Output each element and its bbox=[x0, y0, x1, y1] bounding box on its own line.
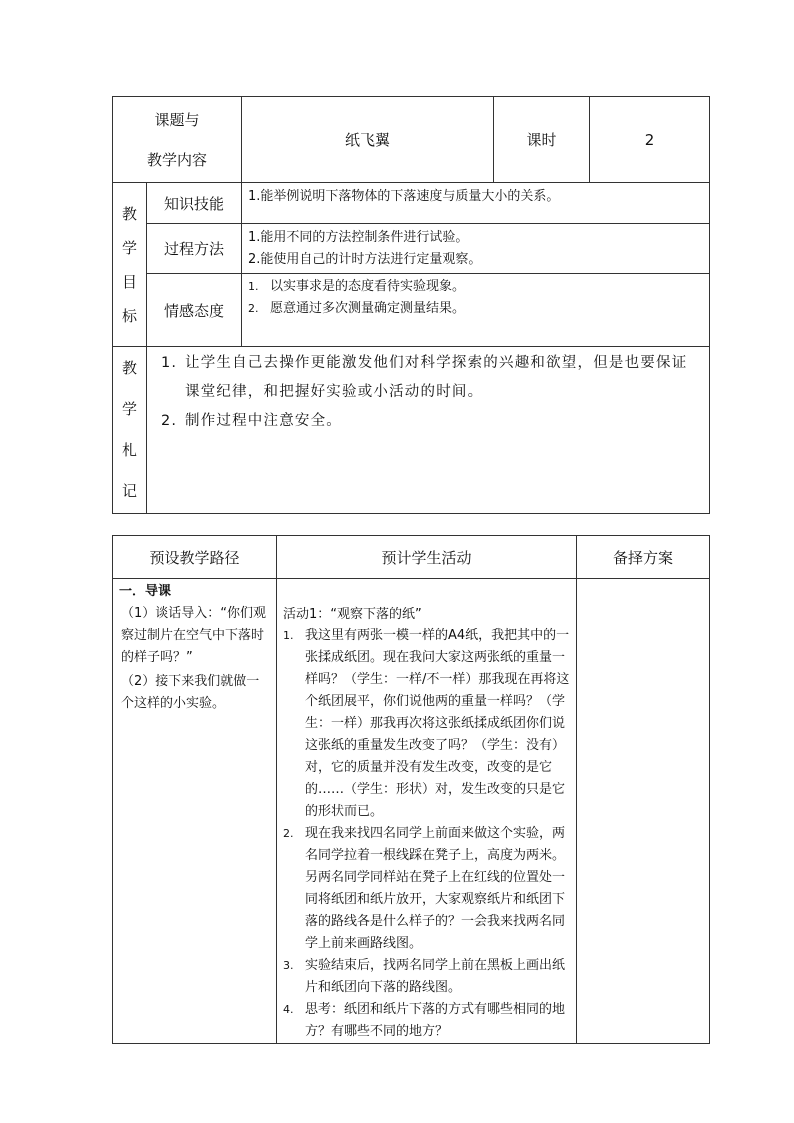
note-item: 1. 让学生自己去操作更能激发他们对科学探索的兴趣和欲望，但是也要保证课堂纪律，和把握好实验或小活动的时间。 bbox=[161, 355, 688, 400]
lesson-info-table bbox=[112, 96, 710, 514]
note-item: 2. 制作过程中注意安全。 bbox=[161, 413, 342, 429]
attitude-label: 情感态度 bbox=[147, 274, 242, 347]
notes-content bbox=[147, 347, 710, 514]
notes-char: 教 bbox=[121, 359, 137, 377]
topic-label-line1: 课题与 bbox=[154, 110, 200, 129]
intro-cell bbox=[113, 579, 277, 1044]
topic-value: 纸飞翼 bbox=[242, 97, 494, 183]
objectives-char: 标 bbox=[121, 306, 137, 325]
objectives-char: 学 bbox=[121, 238, 137, 257]
topic-label-line2: 教学内容 bbox=[147, 150, 208, 169]
attitude-item: 2. 愿意通过多次测量确定测量结果。 bbox=[248, 301, 466, 316]
attitude-content bbox=[242, 274, 710, 347]
notes-char: 札 bbox=[121, 441, 137, 459]
period-value: 2 bbox=[590, 97, 710, 183]
teaching-plan-table bbox=[112, 535, 710, 1044]
intro-item: （1）谈话导入：“你们观察过制片在空气中下落时的样子吗？” bbox=[121, 606, 267, 665]
activity-item: 3. 实验结束后，找两名同学上前在黑板上画出纸片和纸团向下落的路线图。 bbox=[283, 958, 566, 995]
plan-header-activity: 预计学生活动 bbox=[277, 536, 577, 579]
activity-title: 活动1：“观察下落的纸” bbox=[283, 607, 422, 622]
plan-header-alternative: 备择方案 bbox=[577, 536, 710, 579]
plan-header-path: 预设教学路径 bbox=[113, 536, 277, 579]
activity-item: 4. 思考：纸团和纸片下落的方式有哪些相同的地方？有哪些不同的地方？ bbox=[283, 1002, 566, 1039]
objectives-section-label bbox=[113, 183, 147, 347]
notes-section-label bbox=[113, 347, 147, 514]
process-content bbox=[242, 224, 710, 274]
knowledge-label: 知识技能 bbox=[147, 183, 242, 224]
knowledge-content bbox=[242, 183, 710, 224]
process-item: 1.能用不同的方法控制条件进行试验。 bbox=[248, 229, 469, 245]
activity-item: 1. 我这里有两张一模一样的A4纸，我把其中的一张揉成纸团。现在我问大家这两张纸的重量一样吗？（学生：一样/不一样）那我现在再将这个纸团展平，你们说他两的重量一样吗？（学生：一样）那我再次将这张纸揉成纸团你们说这张纸的重量发生改变了吗？（学生：没有）对，它的质量并没有发生改变，改变的是它的……（学生：形状）对，发生改变的只是它的形状而已。 bbox=[283, 628, 570, 819]
attitude-item: 1. 以实事求是的态度看待实验现象。 bbox=[248, 279, 466, 294]
notes-char: 学 bbox=[121, 400, 137, 418]
activity-cell bbox=[277, 579, 577, 1044]
intro-title: 一．导课 bbox=[119, 584, 172, 599]
period-label: 课时 bbox=[494, 97, 590, 183]
topic-label-cell bbox=[113, 97, 242, 183]
intro-item: （2）接下来我们就做一个这样的小实验。 bbox=[121, 674, 260, 711]
objectives-char: 目 bbox=[121, 272, 137, 291]
objectives-char: 教 bbox=[121, 204, 137, 223]
knowledge-item: 1.能举例说明下落物体的下落速度与质量大小的关系。 bbox=[248, 189, 560, 204]
process-item: 2.能使用自己的计时方法进行定量观察。 bbox=[248, 251, 482, 267]
process-label: 过程方法 bbox=[147, 224, 242, 274]
alternative-cell bbox=[577, 579, 710, 1044]
activity-item: 2. 现在我来找四名同学上前面来做这个实验，两名同学拉着一根线踩在凳子上，高度为两米。另两名同学同样站在凳子上在红线的位置处一同将纸团和纸片放开，大家观察纸片和纸团下落的路线各是什么样子的？一会我来找两名同学上前来画路线图。 bbox=[283, 826, 566, 951]
notes-char: 记 bbox=[121, 482, 137, 500]
